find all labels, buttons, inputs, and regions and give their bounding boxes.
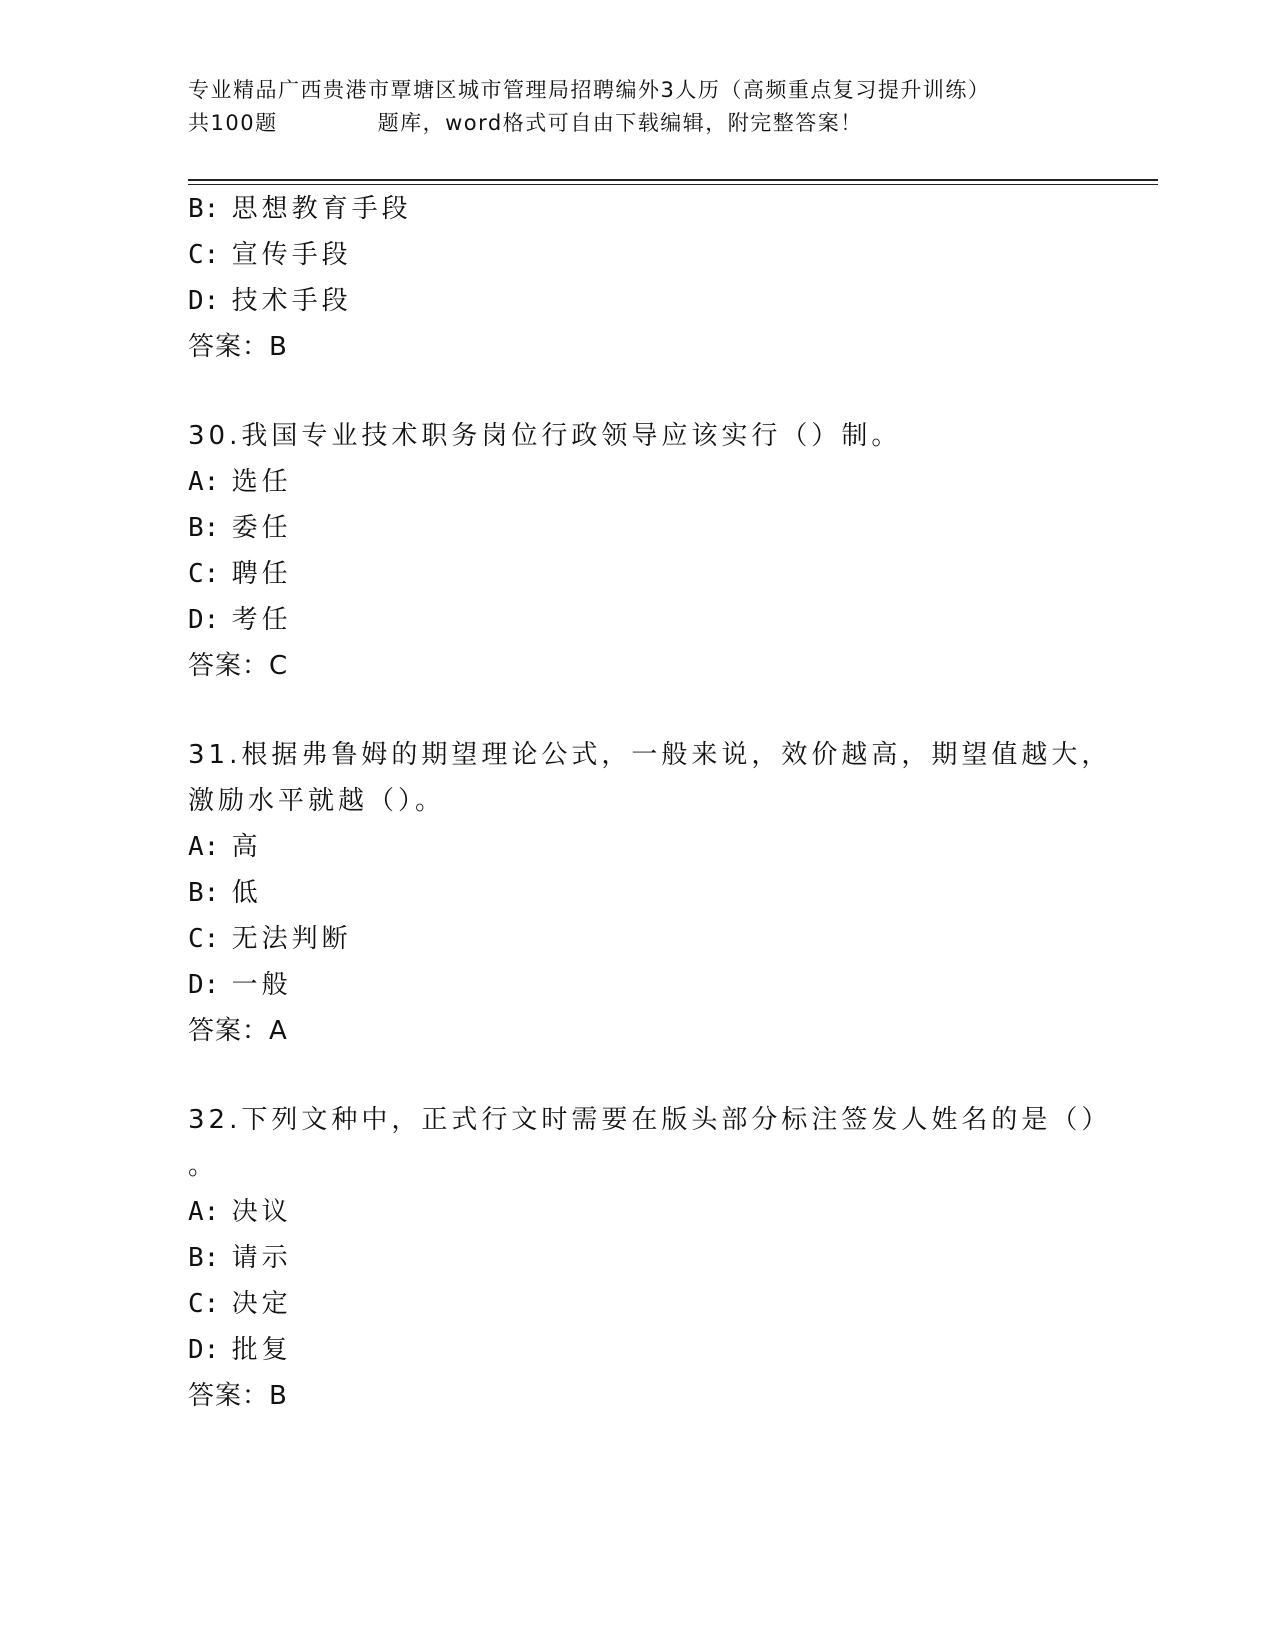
- option-text: 低: [231, 878, 262, 908]
- option-key: A:: [188, 467, 220, 497]
- question-stem: 30.我国专业技术职务岗位行政领导应该实行（）制。: [188, 421, 902, 451]
- option-line: [188, 916, 1088, 962]
- option-key: A:: [188, 1197, 220, 1227]
- option-text: 无法判断: [231, 924, 352, 954]
- option-text: 考任: [231, 605, 292, 635]
- option-text: 宣传手段: [231, 240, 352, 270]
- option-text: 选任: [231, 467, 292, 497]
- question-block: [188, 732, 1112, 1054]
- option-text: 委任: [231, 513, 292, 543]
- document-body: [188, 186, 1112, 1419]
- option-key: D:: [188, 286, 220, 316]
- option-line: [188, 1327, 1088, 1373]
- option-key: B:: [188, 513, 220, 543]
- answer-line: 答案：B: [188, 1381, 288, 1411]
- option-line: [188, 1189, 1088, 1235]
- question-block: [188, 1097, 1112, 1419]
- option-line: [188, 1281, 1088, 1327]
- option-text: 请示: [231, 1243, 292, 1273]
- option-text: 思想教育手段: [231, 194, 412, 224]
- header-note: 题库，word格式可自由下载编辑，附完整答案！: [377, 111, 863, 135]
- question-count: 共100题: [188, 111, 278, 135]
- answer-line: 答案：C: [188, 651, 289, 681]
- option-text: 技术手段: [231, 286, 352, 316]
- option-text: 决议: [231, 1197, 292, 1227]
- option-key: C:: [188, 924, 220, 954]
- option-key: A:: [188, 832, 220, 862]
- answer-line: 答案：B: [188, 332, 288, 362]
- option-line: [188, 962, 1088, 1008]
- option-key: D:: [188, 1335, 220, 1365]
- question-block: [188, 413, 1088, 689]
- option-line: [188, 870, 1088, 916]
- question-stem: 31.根据弗鲁姆的期望理论公式，一般来说，效价越高，期望值越大，: [188, 740, 1112, 770]
- header-divider: [188, 179, 1158, 181]
- header-divider-thin: [188, 184, 1158, 185]
- option-line: [188, 597, 1088, 643]
- option-line: [188, 232, 1088, 278]
- header-subtitle: [188, 107, 1088, 140]
- option-line: [188, 505, 1088, 551]
- option-key: B:: [188, 1243, 220, 1273]
- option-line: [188, 1235, 1088, 1281]
- question-stem-continued: 激励水平就越（）。: [188, 786, 446, 816]
- option-text: 一般: [231, 970, 292, 1000]
- option-line: [188, 186, 1088, 232]
- header-title: 专业精品广西贵港市覃塘区城市管理局招聘编外3人历（高频重点复习提升训练）: [188, 78, 991, 102]
- option-text: 决定: [231, 1289, 292, 1319]
- option-key: C:: [188, 240, 220, 270]
- option-line: [188, 278, 1088, 324]
- option-key: C:: [188, 1289, 220, 1319]
- option-line: [188, 551, 1088, 597]
- question-stem-continued: 。: [188, 1151, 219, 1181]
- option-key: D:: [188, 605, 220, 635]
- option-key: C:: [188, 559, 220, 589]
- option-text: 批复: [231, 1335, 292, 1365]
- question-stem: 32.下列文种中，正式行文时需要在版头部分标注签发人姓名的是（）: [188, 1105, 1112, 1135]
- option-text: 聘任: [231, 559, 292, 589]
- option-key: D:: [188, 970, 220, 1000]
- option-text: 高: [231, 832, 262, 862]
- option-line: [188, 459, 1088, 505]
- answer-line: 答案：A: [188, 1016, 288, 1046]
- question-block-continued: [188, 186, 1088, 370]
- option-line: [188, 824, 1088, 870]
- option-key: B:: [188, 194, 220, 224]
- document-header: [188, 74, 1088, 140]
- option-key: B:: [188, 878, 220, 908]
